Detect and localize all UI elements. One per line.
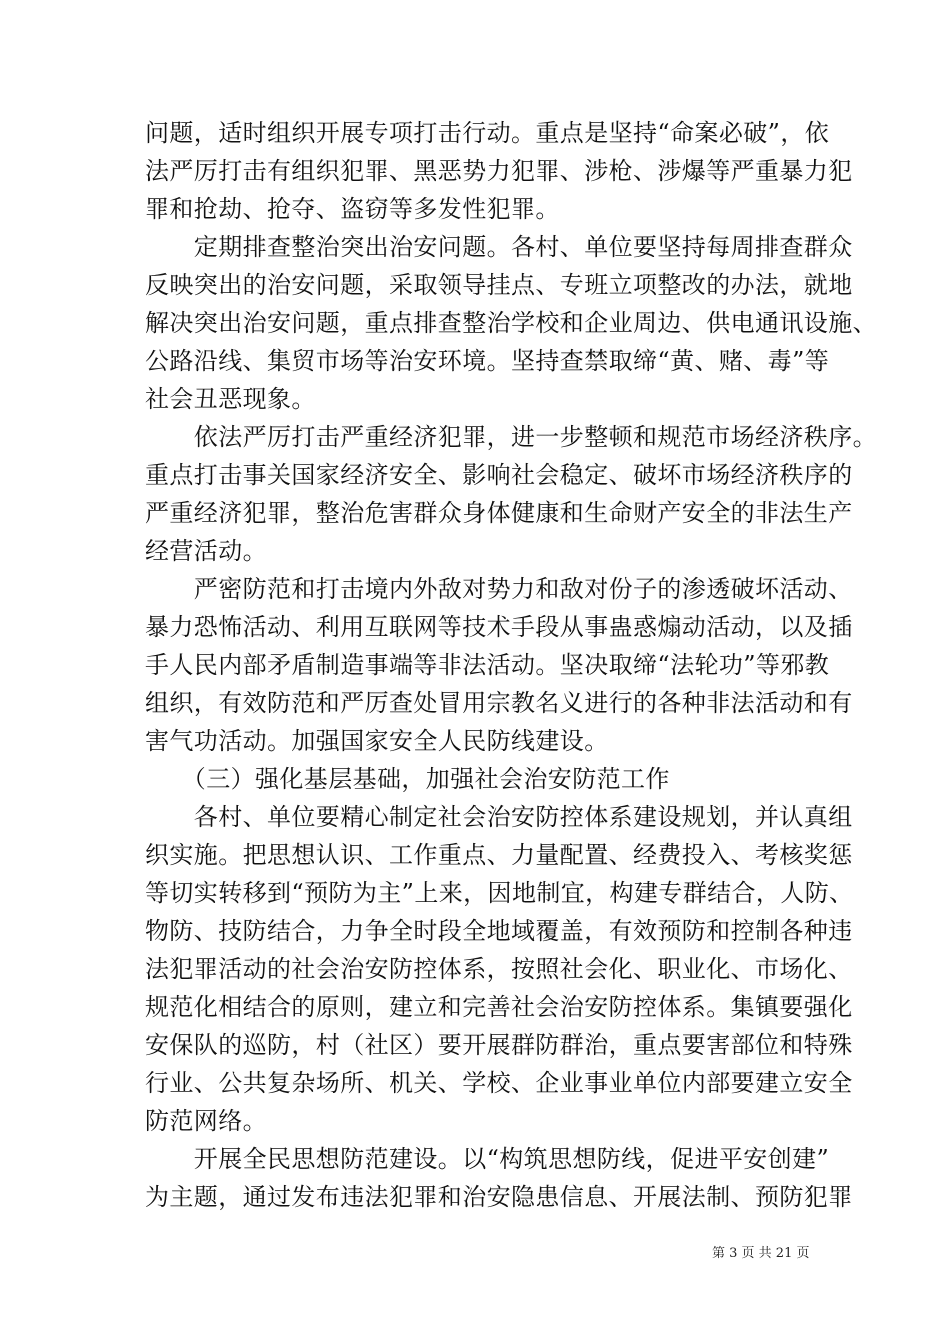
- text-line: 等切实转移到“预防为主”上来，因地制宜，构建专群结合，人防、: [145, 879, 854, 907]
- text-line: 解决突出治安问题，重点排查整治学校和企业周边、供电通讯设施、: [145, 309, 877, 337]
- text-line: 经营活动。: [145, 537, 267, 565]
- text-line: 手人民内部矛盾制造事端等非法活动。坚决取缔“法轮功”等邪教: [145, 651, 830, 679]
- text-line: 罪和抢劫、抢夺、盗窃等多发性犯罪。: [145, 195, 560, 223]
- text-line: 依法严厉打击严重经济犯罪，进一步整顿和规范市场经济秩序。: [145, 423, 877, 451]
- text-line: 定期排查整治突出治安问题。各村、单位要坚持每周排查群众: [145, 233, 853, 261]
- text-line: 社会丑恶现象。: [145, 385, 316, 413]
- text-line: 组织，有效防范和严厉查处冒用宗教名义进行的各种非法活动和有: [145, 689, 853, 717]
- text-line: 为主题，通过发布违法犯罪和治安隐患信息、开展法制、预防犯罪: [145, 1183, 853, 1211]
- text-line: 公路沿线、集贸市场等治安环境。坚持查禁取缔“黄、赌、毒”等: [145, 347, 830, 375]
- section-heading: （三）强化基层基础，加强社会治安防范工作: [145, 765, 670, 793]
- text-line: 法严厉打击有组织犯罪、黑恶势力犯罪、涉枪、涉爆等严重暴力犯: [145, 157, 853, 185]
- text-line: 暴力恐怖活动、利用互联网等技术手段从事蛊惑煽动活动，以及插: [145, 613, 853, 641]
- text-line: 重点打击事关国家经济安全、影响社会稳定、破坏市场经济秩序的: [145, 461, 853, 489]
- text-line: 严重经济犯罪，整治危害群众身体健康和生命财产安全的非法生产: [145, 499, 853, 527]
- text-line: 严密防范和打击境内外敌对势力和敌对份子的渗透破坏活动、: [145, 575, 853, 603]
- text-line: 安保队的巡防，村（社区）要开展群防群治，重点要害部位和特殊: [145, 1031, 853, 1059]
- text-line: 反映突出的治安问题，采取领导挂点、专班立项整改的办法，就地: [145, 271, 853, 299]
- text-line: 各村、单位要精心制定社会治安防控体系建设规划，并认真组: [145, 803, 853, 831]
- text-line: 行业、公共复杂场所、机关、学校、企业事业单位内部要建立安全: [145, 1069, 853, 1097]
- page-number-footer: 第 3 页 共 21 页: [712, 1246, 810, 1261]
- text-line: 害气功活动。加强国家安全人民防线建设。: [145, 727, 609, 755]
- text-line: 防范网络。: [145, 1107, 267, 1135]
- text-line: 开展全民思想防范建设。以“构筑思想防线，促进平安创建”: [145, 1145, 830, 1173]
- text-line: 织实施。把思想认识、工作重点、力量配置、经费投入、考核奖惩: [145, 841, 853, 869]
- text-line: 规范化相结合的原则，建立和完善社会治安防控体系。集镇要强化: [145, 993, 853, 1021]
- text-line: 物防、技防结合，力争全时段全地域覆盖，有效预防和控制各种违: [145, 917, 853, 945]
- text-line: 问题，适时组织开展专项打击行动。重点是坚持“命案必破”，依: [145, 119, 830, 147]
- text-line: 法犯罪活动的社会治安防控体系，按照社会化、职业化、市场化、: [145, 955, 853, 983]
